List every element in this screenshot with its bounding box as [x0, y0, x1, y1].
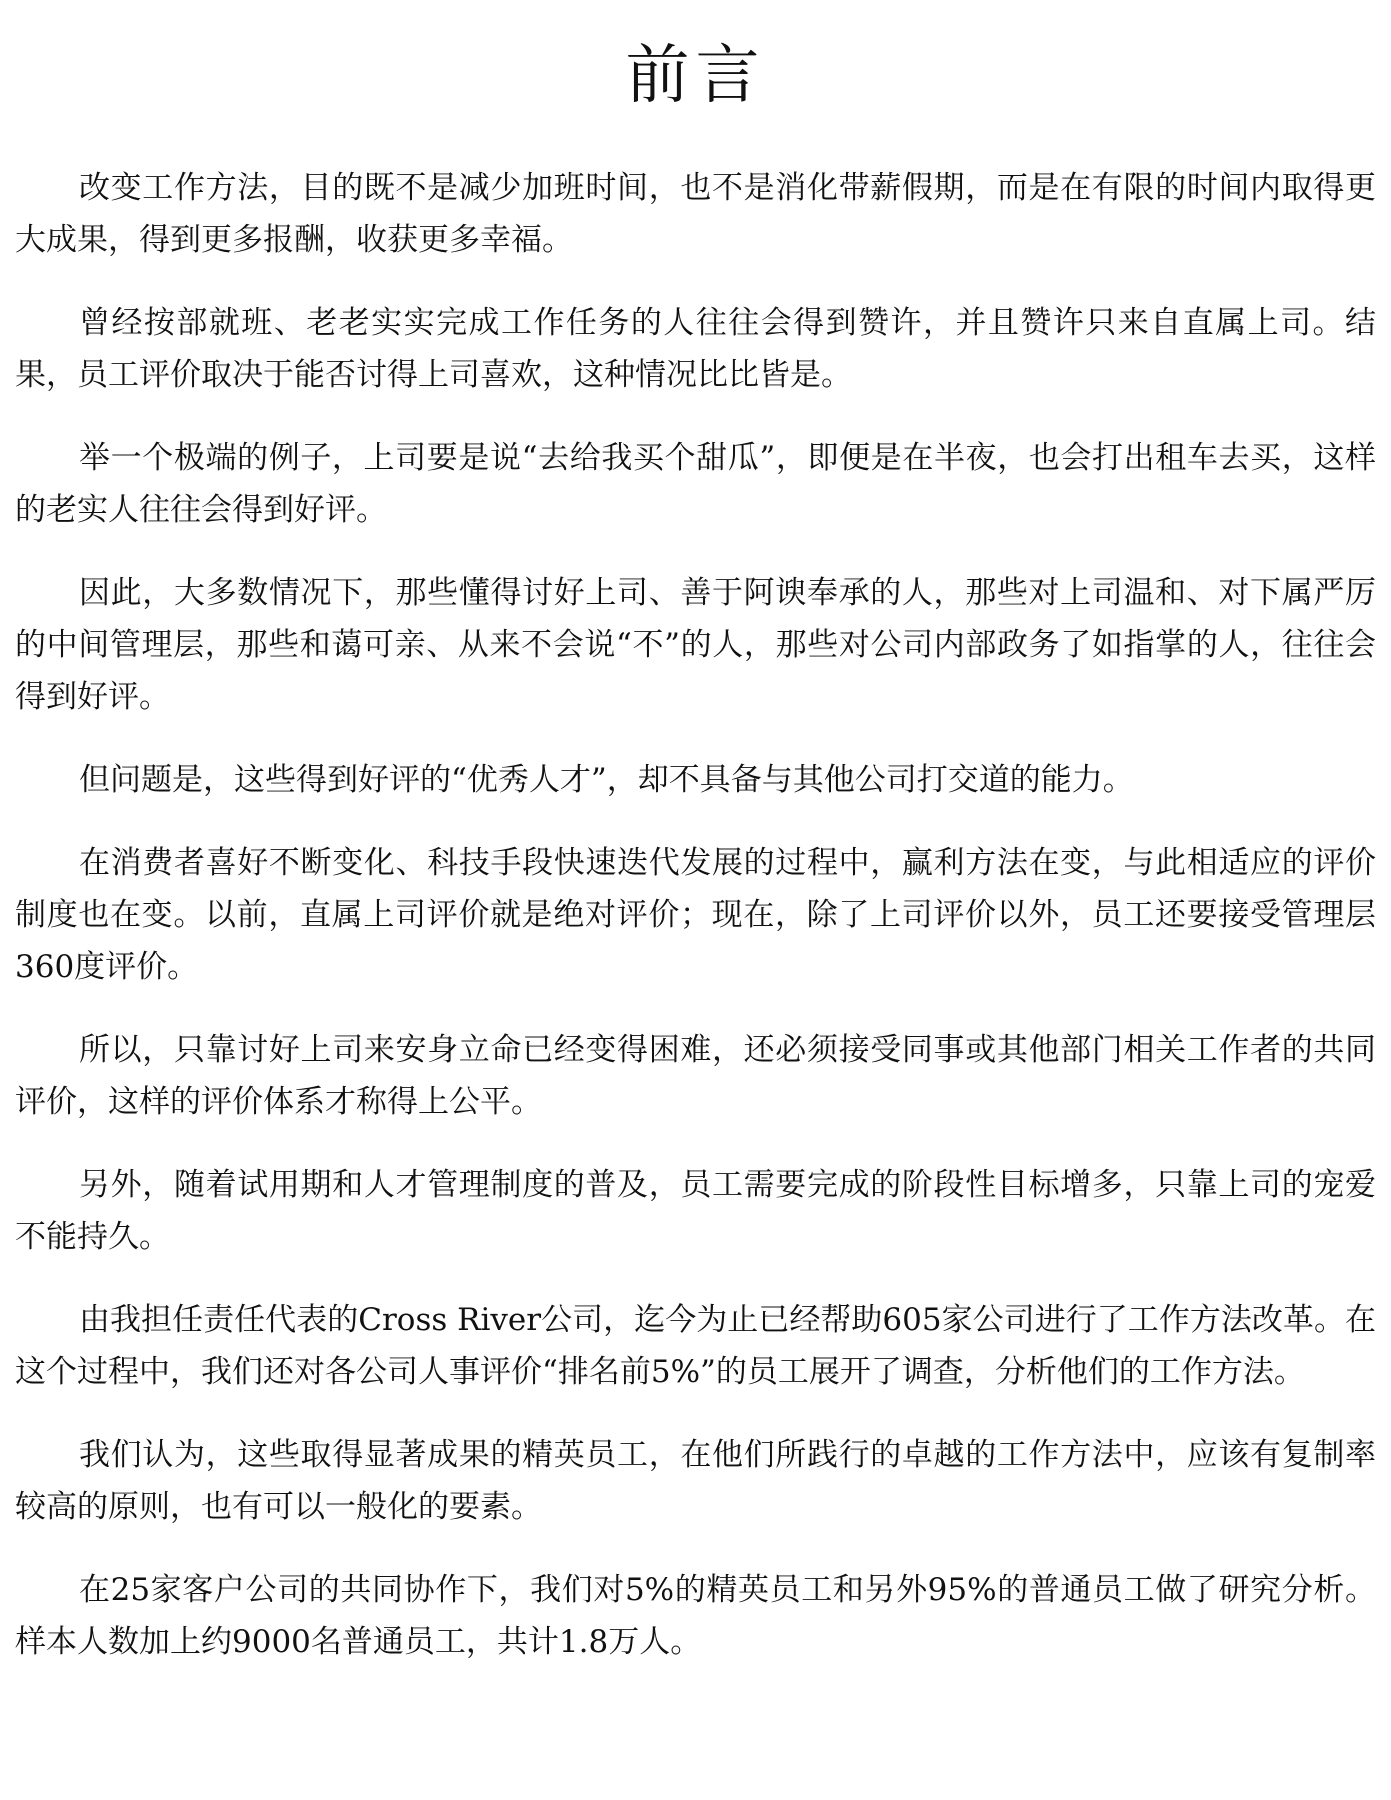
paragraph-7: 所以，只靠讨好上司来安身立命已经变得困难，还必须接受同事或其他部门相关工作者的共同评价，这样的评价体系才称得上公平。 — [15, 1032, 1376, 1120]
paragraph-8: 另外，随着试用期和人才管理制度的普及，员工需要完成的阶段性目标增多，只靠上司的宠爱不能持久。 — [15, 1167, 1376, 1255]
paragraph-2: 曾经按部就班、老老实实完成工作任务的人往往会得到赞许，并且赞许只来自直属上司。结果，员工评价取决于能否讨得上司喜欢，这种情况比比皆是。 — [15, 305, 1376, 393]
page-title: 前言 — [625, 39, 766, 113]
paragraph-9: 由我担任责任代表的Cross River公司，迄今为止已经帮助605家公司进行了工作方法改革。在这个过程中，我们还对各公司人事评价“排名前5%”的员工展开了调查，分析他们的工作方法。 — [15, 1302, 1376, 1390]
paragraph-3: 举一个极端的例子，上司要是说“去给我买个甜瓜”，即便是在半夜，也会打出租车去买，这样的老实人往往会得到好评。 — [15, 440, 1376, 528]
paragraph-11: 在25家客户公司的共同协作下，我们对5%的精英员工和另外95%的普通员工做了研究分析。样本人数加上约9000名普通员工，共计1.8万人。 — [15, 1572, 1376, 1660]
paragraph-10: 我们认为，这些取得显著成果的精英员工，在他们所践行的卓越的工作方法中，应该有复制率较高的原则，也有可以一般化的要素。 — [15, 1437, 1376, 1525]
paragraph-6: 在消费者喜好不断变化、科技手段快速迭代发展的过程中，赢利方法在变，与此相适应的评价制度也在变。以前，直属上司评价就是绝对评价；现在，除了上司评价以外，员工还要接受管理层360度评价。 — [15, 845, 1376, 985]
paragraph-1: 改变工作方法，目的既不是减少加班时间，也不是消化带薪假期，而是在有限的时间内取得更大成果，得到更多报酬，收获更多幸福。 — [15, 170, 1376, 258]
paragraph-5: 但问题是，这些得到好评的“优秀人才”，却不具备与其他公司打交道的能力。 — [79, 762, 1134, 798]
paragraph-4: 因此，大多数情况下，那些懂得讨好上司、善于阿谀奉承的人，那些对上司温和、对下属严厉的中间管理层，那些和蔼可亲、从来不会说“不”的人，那些对公司内部政务了如指掌的人，往往会得到好评。 — [15, 575, 1376, 715]
